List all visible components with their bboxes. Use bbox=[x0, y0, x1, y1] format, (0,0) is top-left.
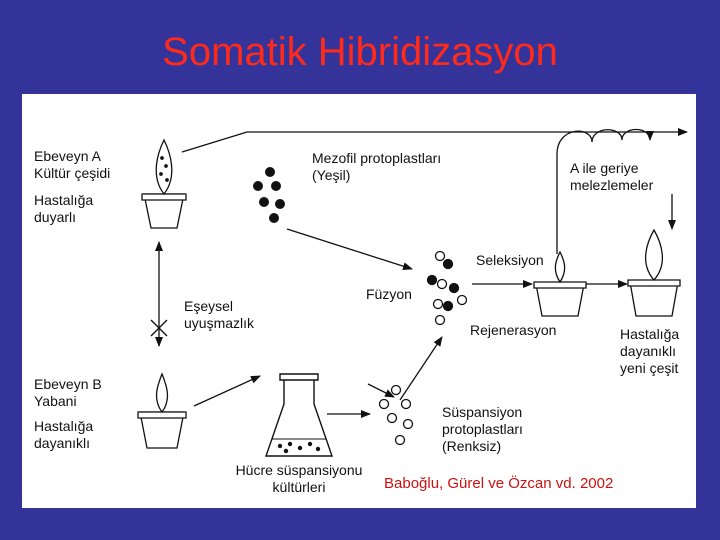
backcross-arc-1 bbox=[557, 131, 592, 154]
selection-label: Seleksiyon bbox=[476, 252, 544, 268]
backcross-arc-3 bbox=[622, 130, 650, 141]
mesophyll-label: Mezofil protoplastları (Yeşil) bbox=[312, 150, 442, 183]
culture-flask bbox=[266, 374, 332, 456]
parent-a-trait-label: Hastalığa duyarlı bbox=[34, 192, 94, 225]
parent-b-trait-label: Hastalığa dayanıklı bbox=[34, 418, 94, 451]
suspension-to-fusion-arrow bbox=[400, 337, 442, 400]
sexual-incompat-label: Eşeysel uyuşmazlık bbox=[184, 298, 255, 331]
suspension-protoplasts bbox=[380, 386, 413, 445]
diagram-panel bbox=[22, 94, 696, 508]
fusion-protoplasts bbox=[428, 252, 467, 325]
parent-b-label: Ebeveyn B Yabani bbox=[34, 376, 102, 409]
final-pot bbox=[628, 230, 680, 316]
backcross-label: A ile geriye melezlemeler bbox=[570, 160, 654, 193]
parent-b-plant bbox=[138, 374, 186, 448]
parent-a-label: Ebeveyn A Kültür çeşidi bbox=[34, 148, 111, 181]
fusion-label: Füzyon bbox=[366, 286, 412, 302]
top-flow-arrow bbox=[182, 132, 687, 152]
parentb-to-flask-arrow bbox=[194, 376, 260, 406]
parent-a-plant bbox=[142, 140, 186, 228]
resistant-variety-label: Hastalığa dayanıklı yeni çeşit bbox=[620, 326, 680, 376]
credit-citation: Baboğlu, Gürel ve Özcan vd. 2002 bbox=[384, 475, 614, 492]
mesophyll-protoplasts bbox=[253, 167, 285, 223]
regeneration-label: Rejenerasyon bbox=[470, 322, 557, 338]
cell-culture-label: Hücre süspansiyonu kültürleri bbox=[235, 462, 363, 495]
suspension-protoplasts-label: Süspansiyon protoplastları (Renksiz) bbox=[442, 404, 523, 454]
slide-title: Somatik Hibridizasyon bbox=[162, 30, 558, 74]
mesophyll-to-fusion-arrow bbox=[287, 229, 412, 269]
suspension-right-arrow bbox=[368, 384, 394, 397]
